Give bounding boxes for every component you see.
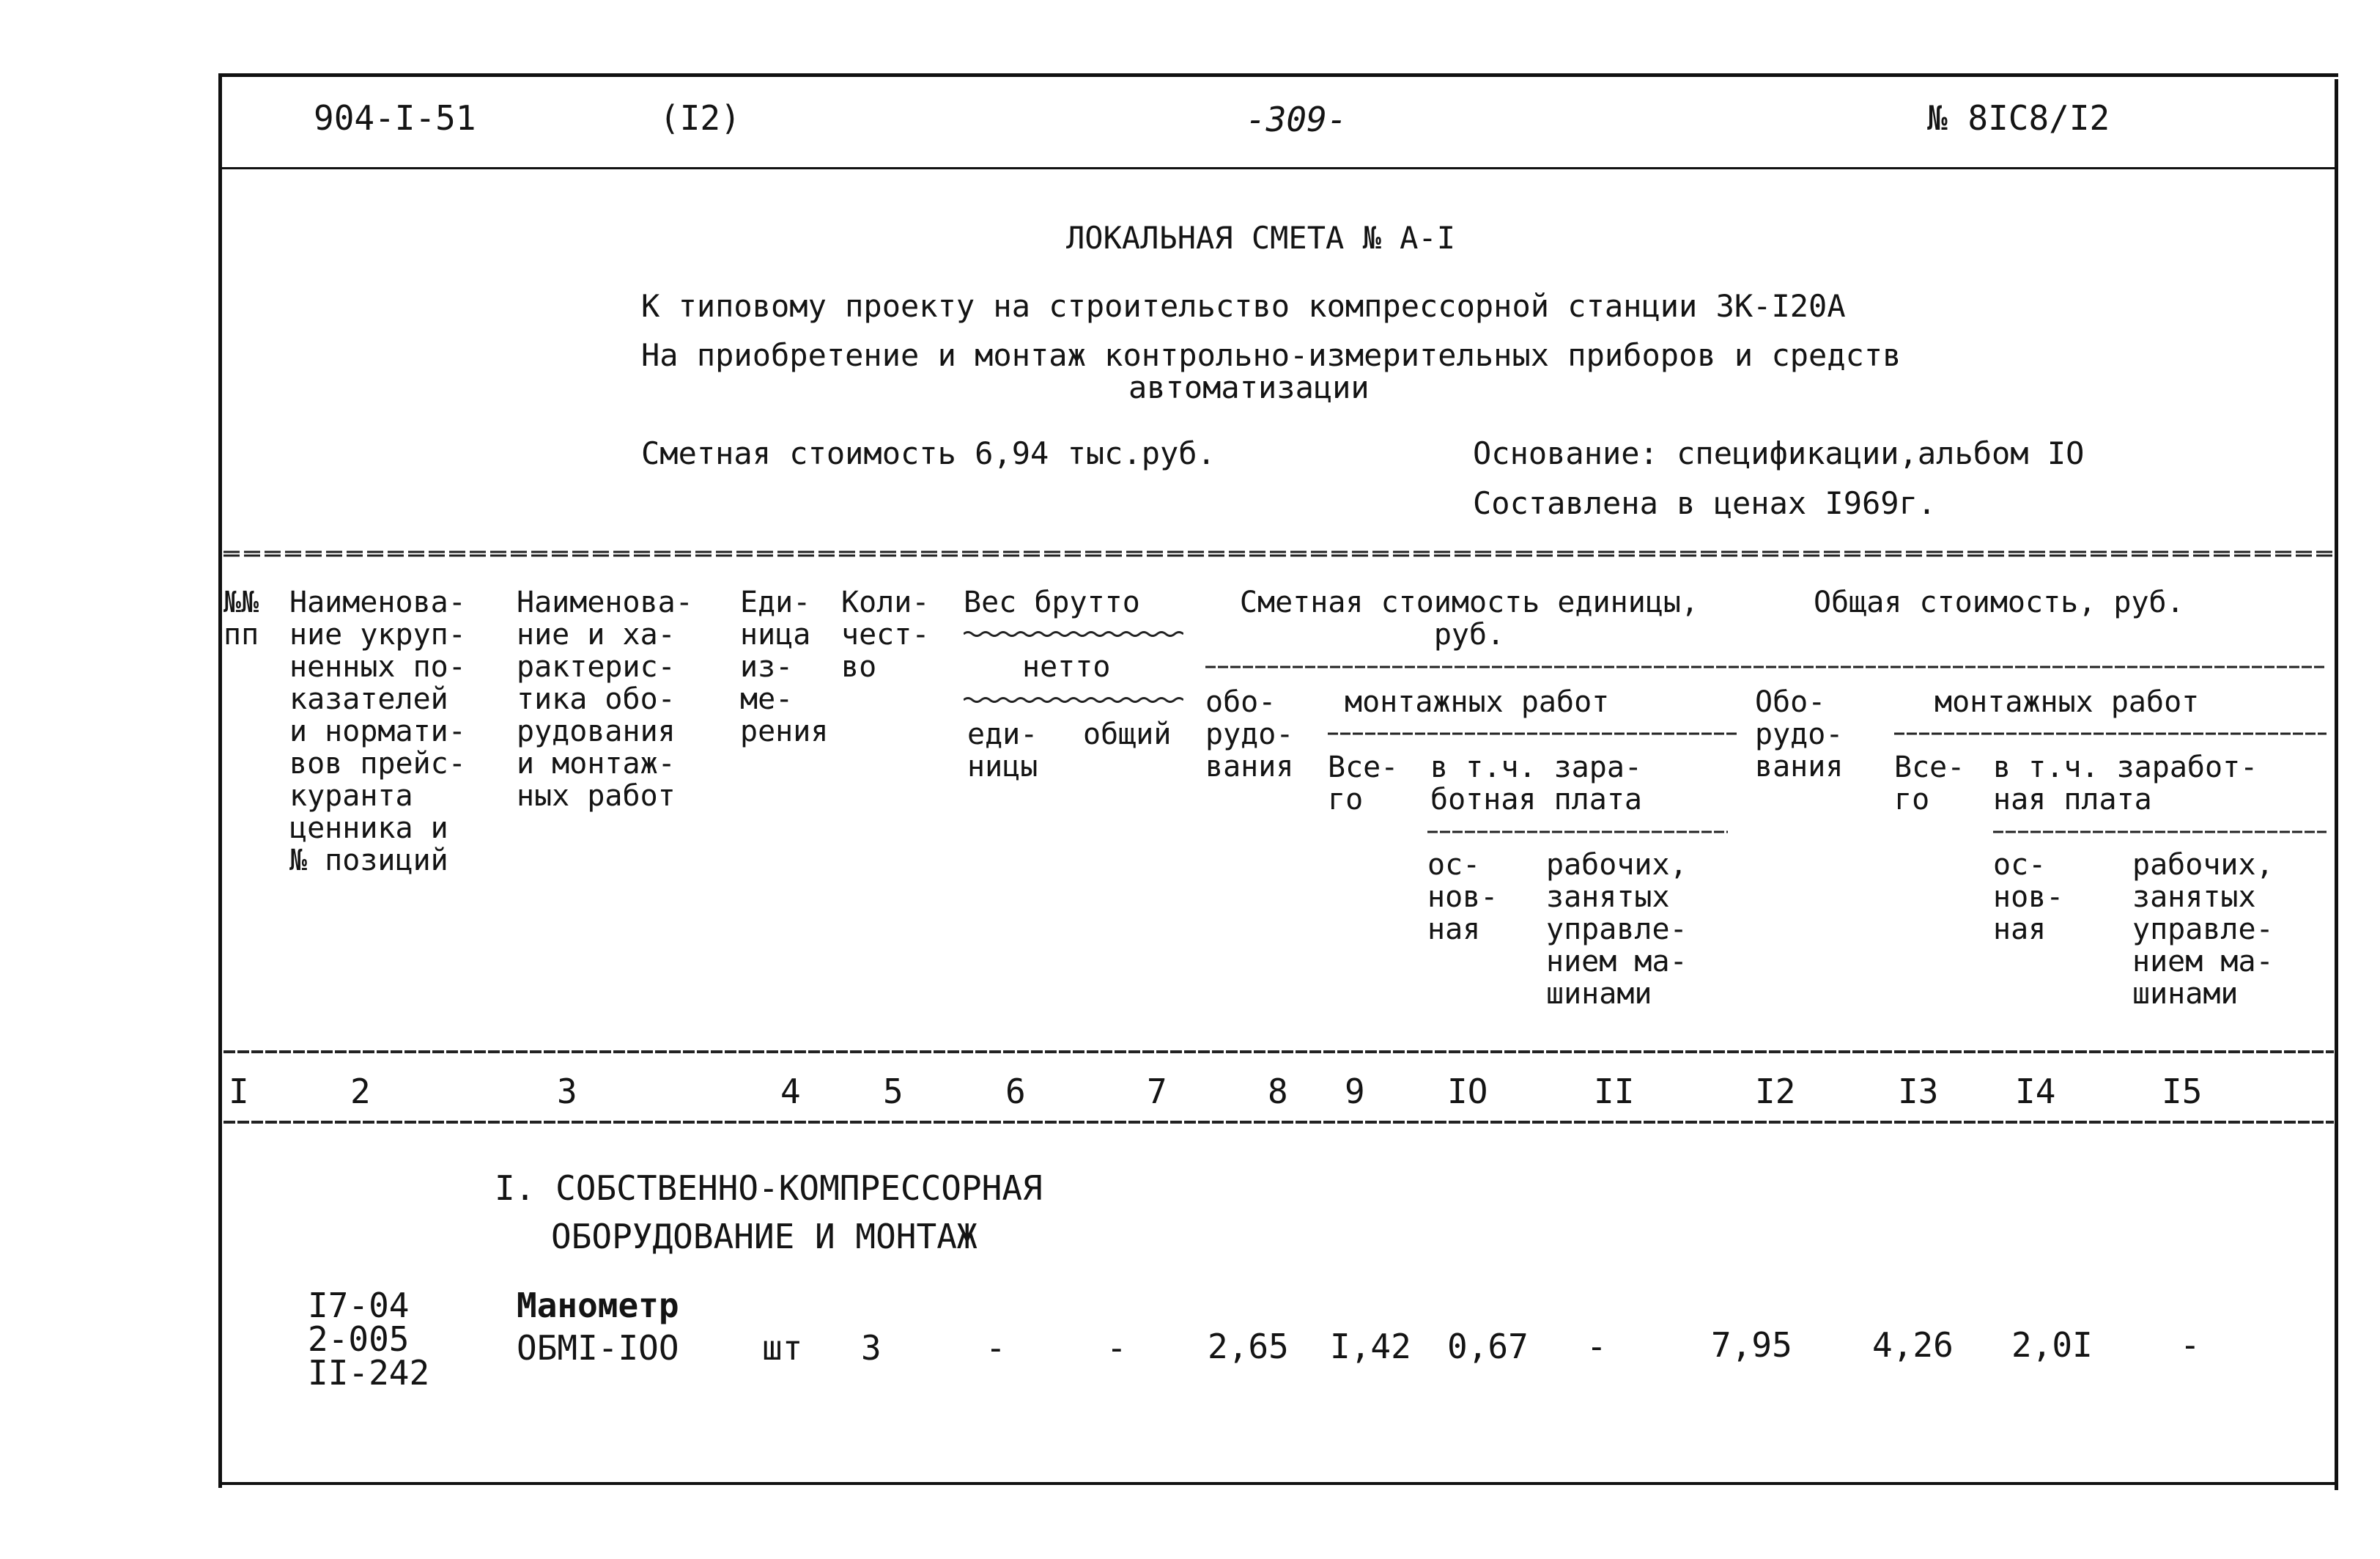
col-num-11: II [1594, 1072, 1635, 1111]
frame-header-divider [218, 167, 2338, 169]
col-num-10: IО [1447, 1072, 1488, 1111]
header-unit-cost: Сметная стоимость единицы, руб. [1239, 586, 1699, 652]
header-machine: рабочих, занятых управле- нием ма- шинами [1546, 848, 1688, 1011]
header-bottom-rule [223, 1048, 2334, 1055]
header-num: №№ пп [223, 586, 259, 652]
estimate-basis: Основание: спецификации,альбом IО [1473, 435, 2085, 471]
col-num-1: I [229, 1072, 249, 1111]
page-number: -309- [1246, 100, 1348, 139]
col-num-14: I4 [2015, 1072, 2056, 1111]
header-wage: в т.ч. зара- ботная плата [1430, 751, 1642, 817]
frame-right [2335, 79, 2338, 1490]
doc-part: (I2) [659, 98, 741, 138]
row-qty: 3 [861, 1328, 882, 1368]
row-cost-install-total: I,42 [1330, 1327, 1411, 1366]
header-all-total: Все- го [1894, 751, 1965, 817]
header-gross-weight: Вес брутто [964, 586, 1140, 619]
col-num-13: I3 [1898, 1072, 1939, 1111]
frame-left [218, 73, 222, 1488]
rule-gross-weight [964, 630, 1183, 638]
header-machine-total: рабочих, занятых управле- нием ма- шинами [2132, 848, 2274, 1011]
row-weight-total: - [1106, 1328, 1127, 1368]
estimate-line-3: автоматизации [1128, 369, 1370, 405]
rule-wage-unit [1427, 828, 1728, 836]
row-cost-equipment: 2,65 [1208, 1327, 1289, 1366]
rule-install-total [1894, 730, 2327, 737]
row-total-install: 4,26 [1872, 1325, 1954, 1365]
header-install-works-total: монтажных работ [1934, 685, 2200, 719]
estimate-title: ЛОКАЛЬНАЯ СМЕТА № А-I [1066, 220, 1456, 256]
rule-wage-total [1993, 828, 2327, 836]
doc-number: № 8IC8/I2 [1927, 98, 2110, 138]
frame-top [218, 73, 2338, 77]
doc-code: 904-I-51 [314, 98, 476, 138]
col-num-12: I2 [1755, 1072, 1796, 1111]
header-all: Все- го [1328, 751, 1399, 817]
col-num-2: 2 [350, 1072, 371, 1111]
frame-bottom [218, 1482, 2338, 1485]
header-unit: Еди- ница из- ме- рения [740, 586, 829, 748]
row-total-equipment: 7,95 [1711, 1325, 1792, 1365]
row-unit: шт [762, 1328, 803, 1368]
estimate-line-2: На приобретение и монтаж контрольно-измерительных приборов и средств [641, 337, 1902, 373]
estimate-cost: Сметная стоимость 6,94 тыс.руб. [641, 435, 1216, 471]
rule-install-unit [1328, 730, 1738, 737]
col-num-8: 8 [1268, 1072, 1288, 1111]
header-wage-total: в т.ч. заработ- ная плата [1993, 751, 2258, 817]
header-total-cost: Общая стоимость, руб. [1814, 586, 2184, 619]
row-cost-wage-machine: - [1586, 1327, 1607, 1366]
header-top-rule [223, 550, 2334, 557]
header-weight-total: общий [1083, 718, 1172, 751]
header-indicators: Наименова- ние укруп- ненных по- казателей и нормати- вов прейс- куранта ценника и № позиций [289, 586, 466, 877]
rule-net-weight [964, 696, 1183, 704]
rule-cost-groups [1205, 663, 2327, 671]
header-install-works: монтажных работ [1345, 685, 1610, 719]
estimate-line-1: К типовому проекту на строительство компрессорной станции 3К-I20А [641, 288, 1846, 324]
estimate-prices: Составлена в ценах I969г. [1473, 485, 1937, 521]
section-subtitle: ОБОРУДОВАНИЕ И МОНТАЖ [551, 1217, 978, 1256]
col-num-5: 5 [883, 1072, 903, 1111]
col-num-3: 3 [557, 1072, 577, 1111]
col-num-6: 6 [1005, 1072, 1026, 1111]
col-num-7: 7 [1147, 1072, 1167, 1111]
row-total-wage-basic: 2,0I [2011, 1325, 2093, 1365]
row-cost-wage-basic: 0,67 [1447, 1327, 1529, 1366]
col-num-9: 9 [1345, 1072, 1365, 1111]
header-basic: ос- нов- ная [1427, 848, 1498, 946]
row-name-line-1: Манометр [517, 1286, 679, 1325]
header-qty: Коли- чест- во [841, 586, 930, 684]
col-num-4: 4 [780, 1072, 801, 1111]
header-net-weight: нетто [1022, 650, 1111, 684]
header-equip-col-total: Обо- рудо- вания [1755, 685, 1844, 784]
row-code: I7-04 2-005 II-242 [308, 1286, 430, 1393]
col-num-15: I5 [2162, 1072, 2203, 1111]
header-equip-col: обо- рудо- вания [1205, 685, 1294, 784]
header-weight-unit: еди- ницы [967, 718, 1038, 784]
header-basic-total: ос- нов- ная [1993, 848, 2064, 946]
row-total-wage-machine: - [2180, 1325, 2200, 1365]
header-equipment: Наименова- ние и ха- рактерис- тика обо- рудования и монтаж- ных работ [517, 586, 693, 813]
section-title: I. СОБСТВЕННО-КОМПРЕССОРНАЯ [495, 1168, 1043, 1208]
row-name-line-2: ОБМI-IОО [517, 1328, 679, 1368]
column-numbers-rule [223, 1118, 2334, 1126]
row-weight-unit: - [986, 1328, 1006, 1368]
